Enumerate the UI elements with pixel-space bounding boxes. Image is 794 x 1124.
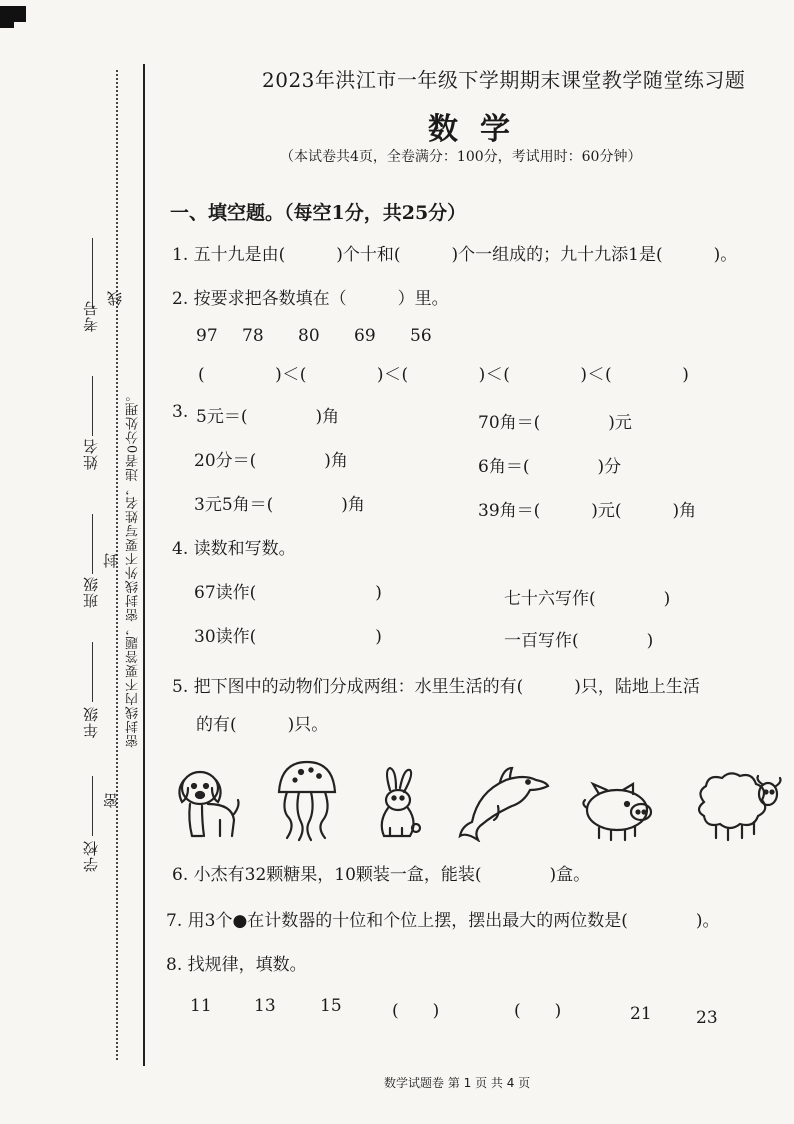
pig-icon <box>579 778 663 842</box>
exam-title: 2023年洪江市一年级下学期期末课堂教学随堂练习题 <box>262 68 746 92</box>
q2-number-1: 97 <box>196 326 218 346</box>
question-5-line-1: 5. 把下图中的动物们分成两组：水里生活的有( )只，陆地上生活 <box>172 677 700 697</box>
q2-number-3: 80 <box>298 326 320 346</box>
binding-xian-label: 线 <box>106 290 124 306</box>
q2-number-2: 78 <box>242 326 264 346</box>
q3-d: 6角＝( )分 <box>478 457 622 477</box>
binding-banji-blank <box>92 514 93 574</box>
q2-number-5: 56 <box>410 326 432 346</box>
binding-kaohao-label: 考号 <box>82 300 100 332</box>
binding-warning: 密封线内不要答题，密封线外不要写姓名，违者0分处理。 <box>126 388 141 748</box>
question-1: 1. 五十九是由( )个十和( )个一组成的；九十九添1是( )。 <box>172 245 738 265</box>
binding-xuexiao-blank <box>92 776 93 836</box>
q2-order-line: ( )＜( )＜( )＜( )＜( ) <box>198 365 690 385</box>
q8-seq-3: 15 <box>320 996 342 1016</box>
binding-kaohao-blank <box>92 238 93 308</box>
q2-number-4: 69 <box>354 326 376 346</box>
q3-a: 5元＝( )角 <box>196 407 340 427</box>
q8-blank-1: ( ) <box>392 1001 440 1021</box>
corner-scan-mark <box>0 6 26 22</box>
binding-solid-line <box>143 64 145 1066</box>
q4-a: 67读作( ) <box>194 583 382 603</box>
corner-scan-mark-2 <box>0 22 14 28</box>
question-5-line-2: 的有( )只。 <box>196 715 329 735</box>
binding-feng-label: 封 <box>102 552 120 568</box>
animal-pictures <box>172 758 782 842</box>
binding-xingming-label: 姓名 <box>82 438 100 470</box>
dolphin-icon <box>454 762 550 842</box>
q8-seq-6: 21 <box>630 1004 652 1024</box>
jellyfish-icon <box>271 758 341 842</box>
question-4: 4. 读数和写数。 <box>172 539 296 559</box>
question-6: 6. 小杰有32颗糖果，10颗装一盒，能装( )盒。 <box>172 865 591 885</box>
q8-seq-2: 13 <box>254 996 276 1016</box>
exam-note: （本试卷共4页，全卷满分：100分，考试用时：60分钟） <box>280 149 642 165</box>
q3-e: 3元5角＝( )角 <box>194 495 365 515</box>
q3-number: 3. <box>172 402 189 422</box>
sheep-icon <box>692 768 782 842</box>
section-1-title: 一、填空题。（每空1分，共25分） <box>170 202 467 224</box>
binding-banji-label: 班级 <box>82 576 100 608</box>
q8-blank-2: ( ) <box>514 1001 562 1021</box>
binding-nianji-blank <box>92 642 93 702</box>
subject-heading: 数学 <box>428 112 532 147</box>
binding-xingming-blank <box>92 376 93 436</box>
q4-c: 30读作( ) <box>194 627 382 647</box>
q3-f: 39角＝( )元( )角 <box>478 501 697 521</box>
q8-seq-1: 11 <box>190 996 212 1016</box>
question-7: 7. 用3个●在计数器的十位和个位上摆，摆出最大的两位数是( )。 <box>166 911 720 931</box>
dog-icon <box>172 764 242 842</box>
page-footer: 数学试题卷 第 1 页 共 4 页 <box>384 1076 531 1090</box>
question-2: 2. 按要求把各数填在（ ）里。 <box>172 289 449 309</box>
q4-b: 七十六写作( ) <box>504 589 671 609</box>
q3-b: 70角＝( )元 <box>478 413 632 433</box>
q8-seq-7: 23 <box>696 1008 718 1028</box>
rabbit-icon <box>370 766 426 842</box>
binding-nianji-label: 年级 <box>82 706 100 738</box>
binding-xuexiao-label: 学校 <box>82 840 100 872</box>
question-8: 8. 找规律，填数。 <box>166 955 307 975</box>
q3-c: 20分＝( )角 <box>194 451 348 471</box>
q4-d: 一百写作( ) <box>504 631 654 651</box>
binding-mi-label: 密 <box>102 792 120 808</box>
